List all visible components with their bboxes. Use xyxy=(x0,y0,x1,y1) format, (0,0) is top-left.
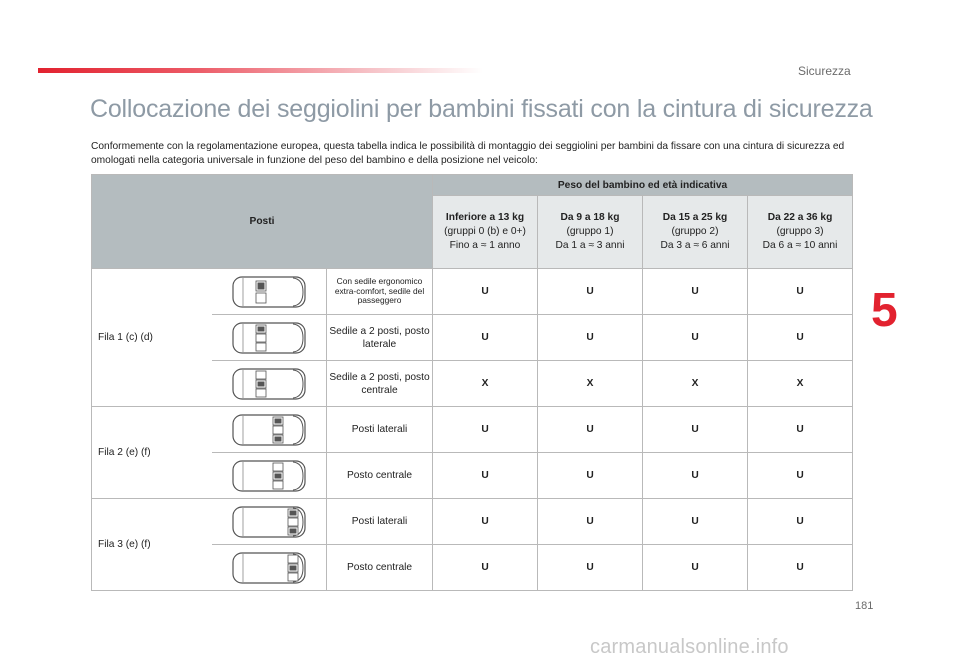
watermark: carmanualsonline.info xyxy=(590,636,789,658)
cell-value: U xyxy=(748,545,853,591)
group-name: (gruppo 2) xyxy=(671,226,719,237)
seat-description: Posto centrale xyxy=(327,453,433,499)
car-top-view-icon xyxy=(231,505,307,539)
car-diagram-cell xyxy=(212,315,327,361)
group-header xyxy=(538,196,643,269)
seat-description: Sedile a 2 posti, posto laterale xyxy=(327,315,433,361)
seat-description: Con sedile ergonomico extra-comfort, sedile del passeggero xyxy=(327,269,433,315)
cell-value: U xyxy=(643,453,748,499)
car-top-view-icon xyxy=(231,321,307,355)
cell-value: U xyxy=(538,545,643,591)
table-row xyxy=(92,407,853,453)
car-diagram-cell xyxy=(212,545,327,591)
group-header xyxy=(643,196,748,269)
group-name: (gruppo 1) xyxy=(566,226,614,237)
cell-value: U xyxy=(748,453,853,499)
cell-value: U xyxy=(433,315,538,361)
cell-value: U xyxy=(433,545,538,591)
group-weight: Da 15 a 25 kg xyxy=(662,212,728,223)
group-age: Da 6 a ≈ 10 anni xyxy=(762,240,838,251)
group-age: Da 1 a ≈ 3 anni xyxy=(555,240,625,251)
group-name: (gruppi 0 (b) e 0+) xyxy=(444,226,526,237)
cell-value: U xyxy=(643,269,748,315)
table-row xyxy=(92,269,853,315)
group-age: Da 3 a ≈ 6 anni xyxy=(660,240,730,251)
cell-value: U xyxy=(643,545,748,591)
car-top-view-icon xyxy=(231,367,307,401)
cell-value: X xyxy=(538,361,643,407)
car-top-view-icon xyxy=(231,275,307,309)
chapter-number: 5 xyxy=(871,284,898,337)
cell-value: U xyxy=(643,315,748,361)
cell-value: U xyxy=(538,453,643,499)
cell-value: U xyxy=(433,407,538,453)
section-title: Sicurezza xyxy=(798,64,851,78)
seat-description: Posti laterali xyxy=(327,499,433,545)
intro-paragraph: Conformemente con la regolamentazione europea, questa tabella indica le possibilità di montaggio dei seggiolini per bambini da fissare con una cintura di sicurezza ed omologati nella categoria universale in funzione del peso del bambino e della posizione nel veicolo: xyxy=(91,141,845,166)
cell-value: X xyxy=(433,361,538,407)
page-title: Collocazione dei seggiolini per bambini fissati con la cintura di sicurezza xyxy=(90,95,873,123)
group-weight: Da 22 a 36 kg xyxy=(767,212,833,223)
car-top-view-icon xyxy=(231,551,307,585)
page-number: 181 xyxy=(855,600,874,612)
cell-value: U xyxy=(643,407,748,453)
cell-value: U xyxy=(748,315,853,361)
car-diagram-cell xyxy=(212,269,327,315)
cell-value: U xyxy=(538,269,643,315)
group-name: (gruppo 3) xyxy=(776,226,824,237)
cell-value: U xyxy=(433,499,538,545)
car-top-view-icon xyxy=(231,459,307,493)
posti-header: Posti xyxy=(92,175,433,269)
table-row xyxy=(92,499,853,545)
cell-value: U xyxy=(748,407,853,453)
child-seat-table xyxy=(91,174,853,591)
row-label: Fila 2 (e) (f) xyxy=(92,407,212,499)
seat-description: Posto centrale xyxy=(327,545,433,591)
cell-value: U xyxy=(748,499,853,545)
group-header xyxy=(748,196,853,269)
car-diagram-cell xyxy=(212,499,327,545)
row-label: Fila 3 (e) (f) xyxy=(92,499,212,591)
cell-value: U xyxy=(433,453,538,499)
cell-value: U xyxy=(748,269,853,315)
cell-value: U xyxy=(538,407,643,453)
seat-description: Sedile a 2 posti, posto centrale xyxy=(327,361,433,407)
seat-description: Posti laterali xyxy=(327,407,433,453)
group-header xyxy=(433,196,538,269)
car-diagram-cell xyxy=(212,453,327,499)
cell-value: U xyxy=(433,269,538,315)
cell-value: X xyxy=(643,361,748,407)
car-diagram-cell xyxy=(212,407,327,453)
cell-value: X xyxy=(748,361,853,407)
car-diagram-cell xyxy=(212,361,327,407)
group-weight: Da 9 a 18 kg xyxy=(560,212,620,223)
car-top-view-icon xyxy=(231,413,307,447)
group-age: Fino a ≈ 1 anno xyxy=(449,240,521,251)
peso-header: Peso del bambino ed età indicativa xyxy=(433,175,853,196)
row-label: Fila 1 (c) (d) xyxy=(92,269,212,407)
cell-value: U xyxy=(643,499,748,545)
header-accent-bar xyxy=(38,68,483,73)
group-weight: Inferiore a 13 kg xyxy=(445,212,525,223)
cell-value: U xyxy=(538,315,643,361)
cell-value: U xyxy=(538,499,643,545)
